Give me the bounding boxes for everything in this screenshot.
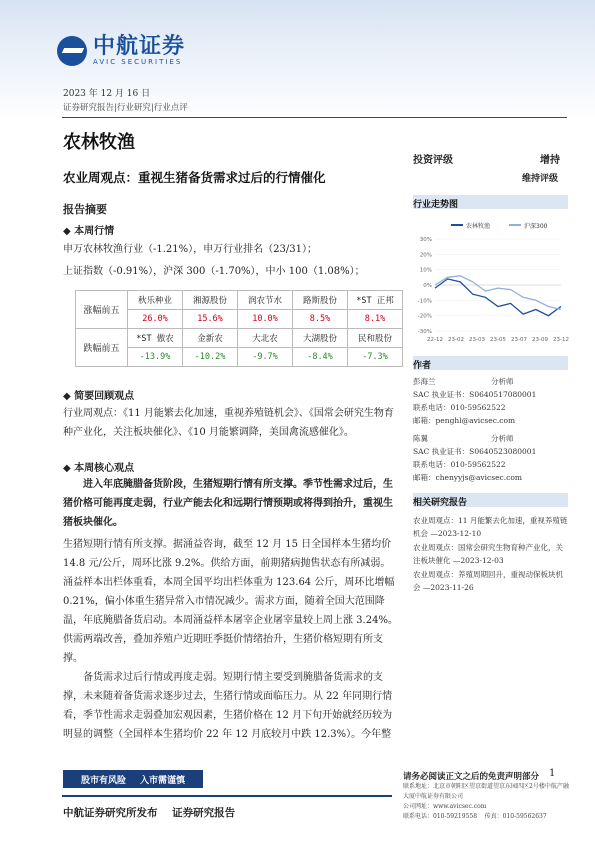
x-tick-label: 23-12 <box>553 337 569 343</box>
analyst-name-row <box>413 375 568 388</box>
x-tick-label: 23-09 <box>532 337 548 343</box>
loser-pct: -9.7% <box>238 348 293 367</box>
y-tick-label: -10% <box>417 298 432 305</box>
analyst-email[interactable]: 邮箱：penghl@avicsec.com <box>413 416 516 425</box>
report-headline: 农业周观点：重视生猪备货需求过后的行情催化 <box>63 170 326 185</box>
core-heading: ◆ 本周核心观点 <box>63 463 135 474</box>
analyst-name: 陈翼 <box>413 434 428 443</box>
analyst-name: 彭海兰 <box>413 377 436 386</box>
losers-row-names <box>76 329 403 348</box>
week-market-heading: ◆ 本周行情 <box>63 226 115 237</box>
rating-value: 增持 <box>540 155 560 166</box>
analyst-name-row <box>413 432 568 445</box>
loser-pct: -10.2% <box>183 348 238 367</box>
review-heading: ◆ 简要回顾观点 <box>63 391 135 402</box>
authors-title: 作者 <box>413 361 432 371</box>
series-line-sector <box>435 279 561 316</box>
loser-name: *ST 傲农 <box>128 329 183 348</box>
report-type: 证券研究报告|行业研究|行业点评 <box>63 103 188 113</box>
chart-series <box>435 276 561 316</box>
loser-pct: -7.3% <box>348 348 403 367</box>
legend-sector-label: 农林牧渔 <box>466 223 491 230</box>
gainer-pct: 10.0% <box>238 310 293 329</box>
gainer-name: 湘源股份 <box>183 291 238 310</box>
y-tick-label: -20% <box>417 313 432 320</box>
gainer-pct: 15.6% <box>183 310 238 329</box>
y-tick-label: -30% <box>417 329 432 335</box>
gainer-pct: 26.0% <box>128 310 183 329</box>
gainer-name: *ST 正邦 <box>348 291 403 310</box>
rating-sub: 维持评级 <box>522 174 559 184</box>
x-tick-label: 23-02 <box>448 337 464 343</box>
core-paragraph-1: 进入年底腌腊备货阶段，生猪短期行情有所支撑。季节性需求过后，生猪价格可能再度走弱，行业产能去化和远期行情预期或将得到抬升，重视生猪板块催化。 <box>63 479 393 528</box>
logo-name-en: AVIC SECURITIES <box>93 58 183 66</box>
publisher-name: 中航证券研究所发布 <box>63 807 158 819</box>
week-market-line1: 申万农林牧渔行业（-1.21%），申万行业排名（23/31）； <box>63 244 317 255</box>
gainer-name: 路斯股份 <box>293 291 348 310</box>
loser-pct: -13.9% <box>128 348 183 367</box>
footer-phone-fax <box>403 812 573 822</box>
core-paragraph-2: 生猪短期行情有所支撑。据涌益咨询，截至 12 月 15 日全国样本生猪均价 14.8 元/公斤，周环比涨 9.2%。供给方面，前期猪病抛售状态有所减弱。涌益样本出栏体重看，本周全国平均出栏体重为 123.64 公斤，周环比增幅 0.21%，偏小体重生猪异常入市情况减少。需求方面，随着全国大范围降温，年底腌腊备货启动。本周涌益样本屠宰企业屠宰量较上周上涨 3.24%。供需两端改善，叠加养殖户近期旺季挺价情绪抬升，生猪价格短期有所支撑。 <box>63 539 398 664</box>
x-tick-label: 23-05 <box>490 337 506 343</box>
y-tick-label: 0% <box>423 283 432 289</box>
risk-text-a: 股市有风险 <box>80 775 126 786</box>
analyst-role: 分析师 <box>491 434 514 443</box>
rating-label: 投资评级 <box>413 155 453 166</box>
analyst-phone: 联系电话：010-59562522 <box>413 403 506 412</box>
x-tick-label: 23-03 <box>469 337 485 343</box>
sector-title: 农林牧渔 <box>63 132 135 153</box>
x-tick-labels <box>427 337 569 343</box>
core-paragraph-3: 备货需求过后行情或再度走弱。短期行情主要受到腌腊备货需求的支撑，未来随着备货需求逐步过去，生猪行情或面临压力。从 22 年同期行情看，季节性需求走弱叠加宏观因素，生猪价格在 12 月下旬开始就经历较为明显的调整（全国样本生猪均价 22 年 12 月底较月中跌 12.3%）。今年整 <box>63 672 393 740</box>
x-tick-label: 23-07 <box>511 337 527 343</box>
y-tick-labels <box>418 237 432 335</box>
footer-phone: 联系电话：010-59219558 <box>403 813 478 820</box>
analyst-cert: SAC 执业证书：S0640517080001 <box>413 390 537 399</box>
company-logo <box>57 36 185 66</box>
week-market-line2: 上证指数（-0.91%），沪深 300（-1.70%），中小 100（1.08%）； <box>63 266 365 277</box>
footer-fax: 传真：010-59562637 <box>484 813 547 820</box>
report-date: 2023 年 12 月 16 日 <box>63 89 151 99</box>
analyst-role: 分析师 <box>491 377 514 386</box>
authors-title-bar <box>413 356 568 370</box>
analyst-email[interactable]: 邮箱：chenyyjs@avicsec.com <box>413 473 522 482</box>
movers-table <box>75 290 403 367</box>
logo-name-cn: 中航证券 <box>93 34 186 59</box>
gainer-name: 润农节水 <box>238 291 293 310</box>
analyst-block <box>413 375 568 427</box>
risk-text-b: 入市需谨慎 <box>140 775 186 786</box>
losers-label: 跌幅前五 <box>76 329 128 367</box>
gainers-label: 涨幅前五 <box>76 291 128 329</box>
publisher-doc-type: 证券研究报告 <box>172 807 236 819</box>
y-tick-label: 30% <box>419 237 432 243</box>
related-item[interactable]: 农业周观点：国常会研究生物育种产业化，关注板块催化 —2023-12-03 <box>413 543 563 565</box>
summary-title: 报告摘要 <box>63 203 107 216</box>
analyst-block <box>413 432 568 484</box>
gainer-pct: 8.1% <box>348 310 403 329</box>
page-number: 1 <box>549 768 556 779</box>
y-tick-label: 10% <box>419 267 432 274</box>
gainers-row-names <box>76 291 403 310</box>
x-tick-label: 22-12 <box>427 337 443 343</box>
related-item[interactable]: 农业周观点：11 月能繁去化加速，重视养殖链机会 —2023-12-10 <box>413 516 568 538</box>
related-item[interactable]: 农业周观点：养殖周期回升，重视动保板块机会 —2023-11-26 <box>413 570 563 592</box>
analyst-phone: 联系电话：010-59562522 <box>413 460 506 469</box>
review-text: 行业周观点：《11 月能繁去化加速，重视养殖链机会》、《国常会研究生物育种产业化，关注板块催化》、《10 月能繁调降，美国禽流感催化》。 <box>63 408 394 438</box>
trend-title: 行业走势图 <box>413 200 459 210</box>
loser-name: 民和股份 <box>348 329 403 348</box>
gainer-name: 秋乐种业 <box>128 291 183 310</box>
loser-name: 金新农 <box>183 329 238 348</box>
footer-address: 联系地址：北京市朝阳区望京街道望京东园四区2号楼中航产融大厦中航证券有限公司 <box>403 783 569 800</box>
trend-chart <box>411 215 571 350</box>
loser-pct: -8.4% <box>293 348 348 367</box>
footer-publisher <box>63 805 235 820</box>
legend-index-label: 沪深300 <box>524 223 548 230</box>
disclaimer-notice: 请务必阅读正文之后的免责声明部分 <box>403 772 540 782</box>
chart-grid <box>435 239 561 331</box>
related-title: 相关研究报告 <box>413 498 468 508</box>
loser-name: 大湖股份 <box>293 329 348 348</box>
gainer-pct: 8.5% <box>293 310 348 329</box>
loser-name: 大北农 <box>238 329 293 348</box>
footer-divider <box>62 795 392 797</box>
risk-banner <box>63 770 203 788</box>
analyst-cert: SAC 执业证书：S0640523080001 <box>413 447 537 456</box>
header-divider <box>62 117 567 118</box>
y-tick-label: 20% <box>419 252 432 259</box>
footer-contact <box>403 782 573 822</box>
footer-website[interactable]: 公司网址：www.avicsec.com <box>403 803 487 810</box>
logo-emblem-icon <box>57 36 87 66</box>
